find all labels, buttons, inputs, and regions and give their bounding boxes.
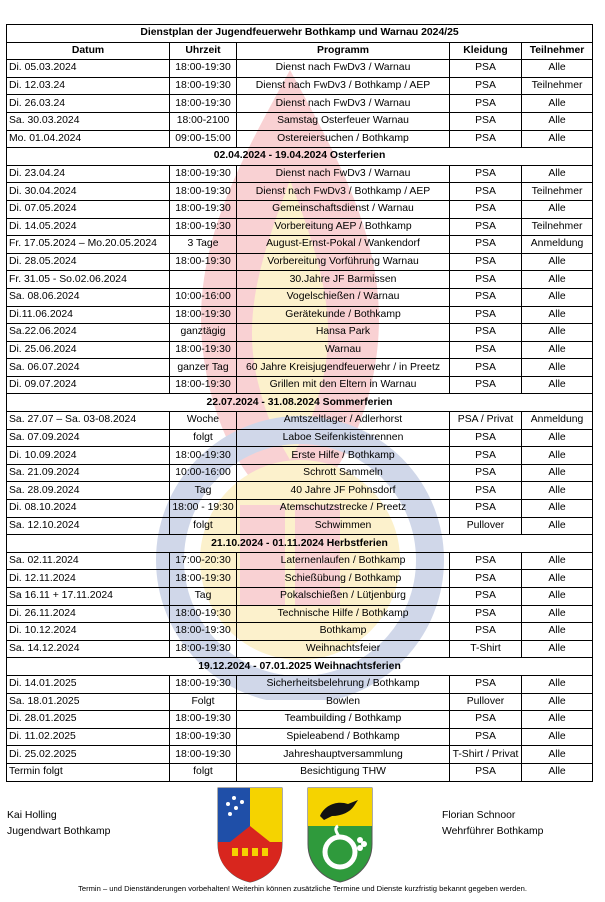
cell-time: 18:00-19:30 bbox=[170, 447, 237, 465]
cell-date: Di. 10.12.2024 bbox=[7, 623, 170, 641]
cell-dress: PSA bbox=[450, 359, 522, 377]
cell-dress: PSA bbox=[450, 200, 522, 218]
cell-participants: Alle bbox=[522, 306, 593, 324]
table-row bbox=[7, 570, 593, 588]
cell-program: Gerätekunde / Bothkamp bbox=[237, 306, 450, 324]
header-program: Programm bbox=[237, 42, 450, 60]
cell-program: Laternenlaufen / Bothkamp bbox=[237, 552, 450, 570]
cell-time: 18:00-19:30 bbox=[170, 623, 237, 641]
cell-participants: Alle bbox=[522, 60, 593, 78]
table-row bbox=[7, 112, 593, 130]
cell-time: 18:00-19:30 bbox=[170, 200, 237, 218]
cell-program: August-Ernst-Pokal / Wankendorf bbox=[237, 236, 450, 254]
cell-participants: Alle bbox=[522, 500, 593, 518]
cell-time: 18:00-2100 bbox=[170, 112, 237, 130]
cell-time: ganztägig bbox=[170, 324, 237, 342]
table-row bbox=[7, 236, 593, 254]
cell-program: Warnau bbox=[237, 341, 450, 359]
cell-time: 18:00-19:30 bbox=[170, 376, 237, 394]
cell-time: 18:00-19:30 bbox=[170, 341, 237, 359]
cell-program: Erste Hilfe / Bothkamp bbox=[237, 447, 450, 465]
table-row bbox=[7, 165, 593, 183]
cell-program: Vorbereitung AEP / Bothkamp bbox=[237, 218, 450, 236]
cell-time: Woche bbox=[170, 412, 237, 430]
cell-program: Dienst nach FwDv3 / Warnau bbox=[237, 165, 450, 183]
cell-date: Sa. 27.07 – Sa. 03-08.2024 bbox=[7, 412, 170, 430]
cell-dress: PSA bbox=[450, 130, 522, 148]
table-row bbox=[7, 183, 593, 201]
header-dress: Kleidung bbox=[450, 42, 522, 60]
cell-program: Spieleabend / Bothkamp bbox=[237, 728, 450, 746]
warnau-crest-icon bbox=[306, 786, 374, 884]
cell-participants: Alle bbox=[522, 447, 593, 465]
cell-time: 3 Tage bbox=[170, 236, 237, 254]
table-row bbox=[7, 552, 593, 570]
cell-participants: Alle bbox=[522, 675, 593, 693]
table-row bbox=[7, 200, 593, 218]
cell-dress: PSA bbox=[450, 183, 522, 201]
cell-participants: Alle bbox=[522, 623, 593, 641]
cell-time: 17:00-20:30 bbox=[170, 552, 237, 570]
table-row bbox=[7, 341, 593, 359]
cell-program: Vorbereitung Vorführung Warnau bbox=[237, 253, 450, 271]
cell-time: 10:00-16:00 bbox=[170, 464, 237, 482]
bothkamp-crest-icon bbox=[216, 786, 284, 884]
cell-time: 18:00-19:30 bbox=[170, 77, 237, 95]
cell-time: 18:00-19:30 bbox=[170, 95, 237, 113]
holiday-separator-row bbox=[7, 535, 593, 553]
cell-participants: Alle bbox=[522, 711, 593, 729]
cell-date: Di. 10.09.2024 bbox=[7, 447, 170, 465]
cell-dress: Pullover bbox=[450, 693, 522, 711]
table-row bbox=[7, 271, 593, 289]
cell-date: Sa. 21.09.2024 bbox=[7, 464, 170, 482]
signature-left bbox=[7, 808, 110, 840]
cell-participants: Teilnehmer bbox=[522, 77, 593, 95]
table-row bbox=[7, 605, 593, 623]
schedule-table bbox=[6, 24, 593, 782]
cell-date: Mo. 01.04.2024 bbox=[7, 130, 170, 148]
cell-participants: Alle bbox=[522, 112, 593, 130]
cell-date: Sa. 02.11.2024 bbox=[7, 552, 170, 570]
cell-time: folgt bbox=[170, 763, 237, 781]
table-row bbox=[7, 693, 593, 711]
cell-dress: PSA bbox=[450, 218, 522, 236]
cell-program: Bowlen bbox=[237, 693, 450, 711]
cell-date: Di. 26.03.24 bbox=[7, 95, 170, 113]
cell-program: Schießübung / Bothkamp bbox=[237, 570, 450, 588]
header-participants: Teilnehmer bbox=[522, 42, 593, 60]
cell-dress: PSA bbox=[450, 552, 522, 570]
cell-participants: Alle bbox=[522, 253, 593, 271]
header-date: Datum bbox=[7, 42, 170, 60]
table-row bbox=[7, 447, 593, 465]
cell-participants: Alle bbox=[522, 130, 593, 148]
holiday-period: 21.10.2024 - 01.11.2024 Herbstferien bbox=[7, 535, 593, 553]
cell-participants: Alle bbox=[522, 376, 593, 394]
table-row bbox=[7, 763, 593, 781]
cell-date: Sa. 12.10.2024 bbox=[7, 517, 170, 535]
cell-program: Atemschutzstrecke / Preetz bbox=[237, 500, 450, 518]
cell-participants: Anmeldung bbox=[522, 412, 593, 430]
cell-program: Bothkamp bbox=[237, 623, 450, 641]
table-row bbox=[7, 711, 593, 729]
holiday-separator-row bbox=[7, 394, 593, 412]
cell-time: 18:00-19:30 bbox=[170, 605, 237, 623]
table-row bbox=[7, 306, 593, 324]
cell-program: Schrott Sammeln bbox=[237, 464, 450, 482]
cell-dress: PSA bbox=[450, 288, 522, 306]
cell-dress: PSA bbox=[450, 112, 522, 130]
cell-participants: Alle bbox=[522, 271, 593, 289]
footnote: Termin – und Dienständerungen vorbehalten! Weiterhin können zusätzliche Termine und Dienste kurzfristig bekannt gegeben werden. bbox=[78, 884, 527, 893]
table-row bbox=[7, 77, 593, 95]
cell-program: Dienst nach FwDv3 / Warnau bbox=[237, 95, 450, 113]
cell-program: Jahreshauptversammlung bbox=[237, 746, 450, 764]
cell-date: Di. 07.05.2024 bbox=[7, 200, 170, 218]
cell-date: Di. 14.05.2024 bbox=[7, 218, 170, 236]
cell-program: Dienst nach FwDv3 / Bothkamp / AEP bbox=[237, 77, 450, 95]
cell-time: 18:00-19:30 bbox=[170, 640, 237, 658]
cell-participants: Alle bbox=[522, 693, 593, 711]
cell-dress: PSA bbox=[450, 570, 522, 588]
cell-time: 18:00-19:30 bbox=[170, 728, 237, 746]
cell-program: Laboe Seifenkistenrennen bbox=[237, 429, 450, 447]
cell-dress: PSA bbox=[450, 60, 522, 78]
cell-participants: Alle bbox=[522, 324, 593, 342]
cell-program: Amtszeltlager / Adlerhorst bbox=[237, 412, 450, 430]
table-row bbox=[7, 588, 593, 606]
table-row bbox=[7, 464, 593, 482]
cell-time: 09:00-15:00 bbox=[170, 130, 237, 148]
table-row bbox=[7, 60, 593, 78]
holiday-period: 22.07.2024 - 31.08.2024 Sommerferien bbox=[7, 394, 593, 412]
cell-participants: Alle bbox=[522, 200, 593, 218]
cell-participants: Alle bbox=[522, 359, 593, 377]
cell-dress: PSA bbox=[450, 763, 522, 781]
cell-date: Di. 08.10.2024 bbox=[7, 500, 170, 518]
cell-participants: Alle bbox=[522, 517, 593, 535]
cell-date: Sa. 28.09.2024 bbox=[7, 482, 170, 500]
cell-participants: Alle bbox=[522, 605, 593, 623]
cell-participants: Alle bbox=[522, 288, 593, 306]
cell-dress: PSA bbox=[450, 447, 522, 465]
cell-program: Grillen mit den Eltern in Warnau bbox=[237, 376, 450, 394]
cell-date: Di. 23.04.24 bbox=[7, 165, 170, 183]
table-row bbox=[7, 376, 593, 394]
cell-time: Tag bbox=[170, 588, 237, 606]
cell-dress: PSA bbox=[450, 500, 522, 518]
cell-time: 18:00-19:30 bbox=[170, 675, 237, 693]
cell-program: Gemeinschaftsdienst / Warnau bbox=[237, 200, 450, 218]
cell-dress: PSA bbox=[450, 165, 522, 183]
cell-date: Di. 25.02.2025 bbox=[7, 746, 170, 764]
cell-date: Di. 11.02.2025 bbox=[7, 728, 170, 746]
cell-dress: PSA bbox=[450, 306, 522, 324]
table-row bbox=[7, 746, 593, 764]
cell-date: Termin folgt bbox=[7, 763, 170, 781]
cell-dress: PSA bbox=[450, 95, 522, 113]
cell-date: Di. 28.05.2024 bbox=[7, 253, 170, 271]
table-row bbox=[7, 359, 593, 377]
cell-date: Sa.22.06.2024 bbox=[7, 324, 170, 342]
cell-time: ganzer Tag bbox=[170, 359, 237, 377]
cell-time: Folgt bbox=[170, 693, 237, 711]
cell-time: Tag bbox=[170, 482, 237, 500]
title-row bbox=[7, 25, 593, 43]
cell-dress: Pullover bbox=[450, 517, 522, 535]
holiday-period: 19.12.2024 - 07.01.2025 Weihnachtsferien bbox=[7, 658, 593, 676]
cell-date: Di. 14.01.2025 bbox=[7, 675, 170, 693]
cell-participants: Alle bbox=[522, 746, 593, 764]
header-row bbox=[7, 42, 593, 60]
cell-participants: Teilnehmer bbox=[522, 183, 593, 201]
cell-program: Samstag Osterfeuer Warnau bbox=[237, 112, 450, 130]
cell-program: Schwimmen bbox=[237, 517, 450, 535]
cell-date: Di. 12.03.24 bbox=[7, 77, 170, 95]
cell-time: folgt bbox=[170, 517, 237, 535]
table-row bbox=[7, 517, 593, 535]
cell-time: 10:00-16:00 bbox=[170, 288, 237, 306]
signature-right bbox=[442, 808, 543, 840]
table-row bbox=[7, 253, 593, 271]
table-row bbox=[7, 623, 593, 641]
header-time: Uhrzeit bbox=[170, 42, 237, 60]
table-row bbox=[7, 288, 593, 306]
cell-dress: PSA bbox=[450, 376, 522, 394]
cell-dress: PSA bbox=[450, 429, 522, 447]
cell-date: Sa. 06.07.2024 bbox=[7, 359, 170, 377]
cell-participants: Alle bbox=[522, 728, 593, 746]
cell-program: Weihnachtsfeier bbox=[237, 640, 450, 658]
table-row bbox=[7, 130, 593, 148]
table-row bbox=[7, 218, 593, 236]
schedule-title: Dienstplan der Jugendfeuerwehr Bothkamp und Warnau 2024/25 bbox=[7, 25, 593, 43]
cell-program: Sicherheitsbelehrung / Bothkamp bbox=[237, 675, 450, 693]
cell-program: Vogelschießen / Warnau bbox=[237, 288, 450, 306]
cell-participants: Alle bbox=[522, 640, 593, 658]
signature-right-name: Florian Schnoor bbox=[442, 810, 516, 821]
cell-dress: T-Shirt / Privat bbox=[450, 746, 522, 764]
cell-time: 18:00-19:30 bbox=[170, 60, 237, 78]
cell-participants: Teilnehmer bbox=[522, 218, 593, 236]
cell-date: Di. 12.11.2024 bbox=[7, 570, 170, 588]
cell-date: Di. 30.04.2024 bbox=[7, 183, 170, 201]
cell-participants: Alle bbox=[522, 763, 593, 781]
cell-time: 18:00-19:30 bbox=[170, 165, 237, 183]
table-row bbox=[7, 675, 593, 693]
cell-date: Fr. 31.05 - So.02.06.2024 bbox=[7, 271, 170, 289]
cell-time: folgt bbox=[170, 429, 237, 447]
cell-program: 60 Jahre Kreisjugendfeuerwehr / in Preetz bbox=[237, 359, 450, 377]
cell-program: Dienst nach FwDv3 / Warnau bbox=[237, 60, 450, 78]
signature-left-name: Kai Holling bbox=[7, 810, 57, 821]
cell-program: Hansa Park bbox=[237, 324, 450, 342]
schedule-sheet bbox=[6, 24, 592, 782]
holiday-separator-row bbox=[7, 658, 593, 676]
cell-time: 18:00-19:30 bbox=[170, 183, 237, 201]
holiday-period: 02.04.2024 - 19.04.2024 Osterferien bbox=[7, 148, 593, 166]
cell-dress: PSA bbox=[450, 341, 522, 359]
cell-participants: Alle bbox=[522, 482, 593, 500]
cell-dress: PSA bbox=[450, 236, 522, 254]
cell-dress: PSA bbox=[450, 675, 522, 693]
cell-program: Besichtigung THW bbox=[237, 763, 450, 781]
cell-participants: Alle bbox=[522, 464, 593, 482]
cell-date: Di. 28.01.2025 bbox=[7, 711, 170, 729]
cell-dress: PSA bbox=[450, 588, 522, 606]
signature-left-role: Jugendwart Bothkamp bbox=[7, 826, 111, 837]
holiday-separator-row bbox=[7, 148, 593, 166]
cell-participants: Alle bbox=[522, 341, 593, 359]
table-row bbox=[7, 324, 593, 342]
table-row bbox=[7, 429, 593, 447]
cell-dress: T-Shirt bbox=[450, 640, 522, 658]
cell-time: 18:00-19:30 bbox=[170, 570, 237, 588]
cell-dress: PSA bbox=[450, 728, 522, 746]
cell-date: Sa 16.11 + 17.11.2024 bbox=[7, 588, 170, 606]
table-row bbox=[7, 412, 593, 430]
cell-date: Sa. 08.06.2024 bbox=[7, 288, 170, 306]
cell-time: 18:00-19:30 bbox=[170, 746, 237, 764]
cell-date: Fr. 17.05.2024 – Mo.20.05.2024 bbox=[7, 236, 170, 254]
cell-participants: Alle bbox=[522, 570, 593, 588]
cell-date: Sa. 14.12.2024 bbox=[7, 640, 170, 658]
table-row bbox=[7, 728, 593, 746]
cell-program: 30.Jahre JF Barmissen bbox=[237, 271, 450, 289]
cell-time: 18:00-19:30 bbox=[170, 218, 237, 236]
cell-program: Pokalschießen / Lütjenburg bbox=[237, 588, 450, 606]
table-row bbox=[7, 482, 593, 500]
cell-time: 18:00-19:30 bbox=[170, 711, 237, 729]
cell-date: Sa. 18.01.2025 bbox=[7, 693, 170, 711]
cell-dress: PSA bbox=[450, 711, 522, 729]
cell-program: Ostereiersuchen / Bothkamp bbox=[237, 130, 450, 148]
table-row bbox=[7, 95, 593, 113]
cell-dress: PSA bbox=[450, 464, 522, 482]
cell-participants: Alle bbox=[522, 95, 593, 113]
cell-date: Di. 26.11.2024 bbox=[7, 605, 170, 623]
cell-participants: Anmeldung bbox=[522, 236, 593, 254]
cell-dress: PSA bbox=[450, 271, 522, 289]
cell-time: 18:00 - 19:30 bbox=[170, 500, 237, 518]
cell-dress: PSA bbox=[450, 77, 522, 95]
cell-dress: PSA bbox=[450, 253, 522, 271]
cell-date: Di. 25.06.2024 bbox=[7, 341, 170, 359]
cell-date: Di. 09.07.2024 bbox=[7, 376, 170, 394]
cell-dress: PSA bbox=[450, 324, 522, 342]
cell-participants: Alle bbox=[522, 552, 593, 570]
cell-dress: PSA / Privat bbox=[450, 412, 522, 430]
table-row bbox=[7, 640, 593, 658]
cell-participants: Alle bbox=[522, 429, 593, 447]
cell-dress: PSA bbox=[450, 482, 522, 500]
cell-participants: Alle bbox=[522, 588, 593, 606]
cell-date: Di. 05.03.2024 bbox=[7, 60, 170, 78]
cell-program: Dienst nach FwDv3 / Bothkamp / AEP bbox=[237, 183, 450, 201]
cell-program: Technische Hilfe / Bothkamp bbox=[237, 605, 450, 623]
cell-date: Sa. 30.03.2024 bbox=[7, 112, 170, 130]
table-row bbox=[7, 500, 593, 518]
signature-right-role: Wehrführer Bothkamp bbox=[442, 826, 544, 837]
cell-program: 40 Jahre JF Pohnsdorf bbox=[237, 482, 450, 500]
cell-program: Teambuilding / Bothkamp bbox=[237, 711, 450, 729]
cell-time: 18:00-19:30 bbox=[170, 306, 237, 324]
cell-participants: Alle bbox=[522, 165, 593, 183]
cell-time bbox=[170, 271, 237, 289]
cell-dress: PSA bbox=[450, 605, 522, 623]
cell-date: Di.11.06.2024 bbox=[7, 306, 170, 324]
cell-time: 18:00-19:30 bbox=[170, 253, 237, 271]
cell-dress: PSA bbox=[450, 623, 522, 641]
cell-date: Sa. 07.09.2024 bbox=[7, 429, 170, 447]
